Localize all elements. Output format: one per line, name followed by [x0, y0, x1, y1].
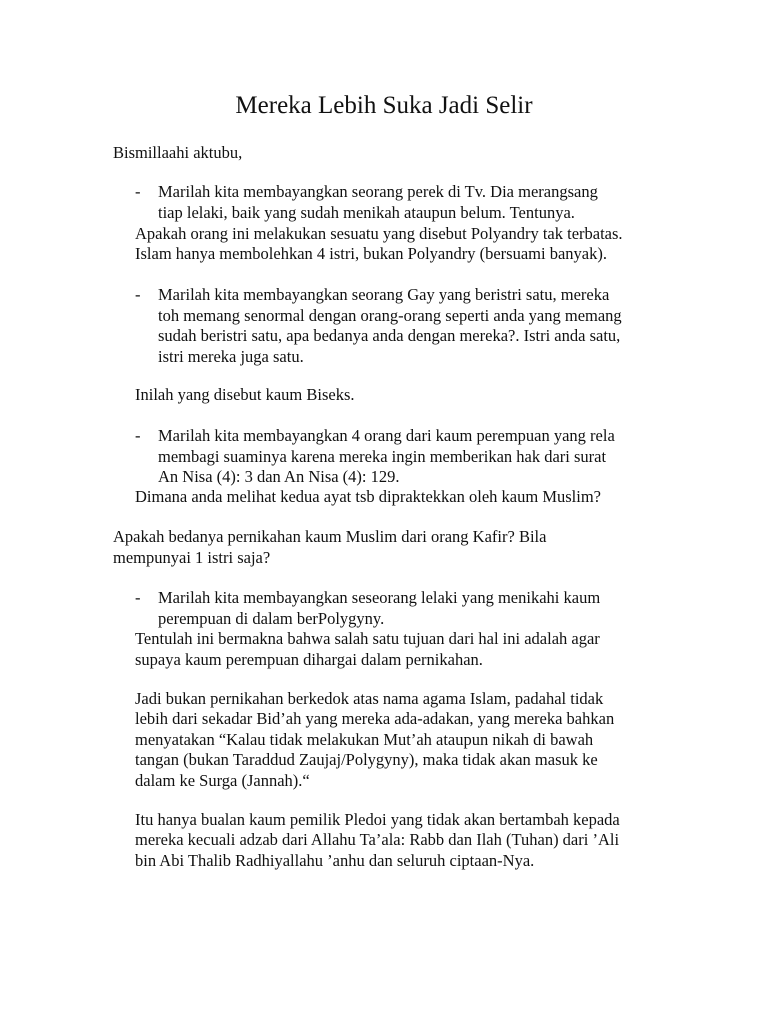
paragraph-bidah-line-2: lebih dari sekadar Bid’ah yang mereka ada-adakan, yang mereka bahkan — [135, 709, 615, 728]
document-title: Mereka Lebih Suka Jadi Selir — [235, 92, 533, 119]
bullet-4-after-1: Tentulah ini bermakna bahwa salah satu tujuan dari hal ini adalah agar — [135, 629, 600, 648]
bullet-3-line-3: An Nisa (4): 3 dan An Nisa (4): 129. — [158, 467, 400, 486]
bullet-2-line-4: istri mereka juga satu. — [158, 347, 304, 366]
paragraph-closing-line-1: Itu hanya bualan kaum pemilik Pledoi yang tidak akan bertambah kepada — [135, 810, 620, 829]
bullet-marker: - — [135, 588, 141, 607]
bullet-1-line-1: Marilah kita membayangkan seorang perek di Tv. Dia merangsang — [158, 182, 598, 201]
greeting: Bismillaahi aktubu, — [113, 143, 243, 162]
paragraph-bidah-line-1: Jadi bukan pernikahan berkedok atas nama agama Islam, padahal tidak — [135, 689, 604, 708]
bullet-1-after-1: Apakah orang ini melakukan sesuatu yang disebut Polyandry tak terbatas. — [135, 224, 623, 243]
paragraph-bidah-line-3: menyatakan “Kalau tidak melakukan Mut’ah ataupun nikah di bawah — [135, 730, 594, 749]
biseks-line: Inilah yang disebut kaum Biseks. — [135, 385, 355, 404]
bullet-2-line-1: Marilah kita membayangkan seorang Gay yang beristri satu, mereka — [158, 285, 610, 304]
bullet-1-line-2: tiap lelaki, baik yang sudah menikah ataupun belum. Tentunya. — [158, 203, 575, 222]
bullet-4-line-2: perempuan di dalam berPolygyny. — [158, 609, 385, 628]
bullet-3-line-2: membagi suaminya karena mereka ingin memberikan hak dari surat — [158, 447, 607, 466]
paragraph-closing-line-2: mereka kecuali adzab dari Allahu Ta’ala: Rabb dan Ilah (Tuhan) dari ’Ali — [135, 830, 620, 849]
bullet-1-after-2: Islam hanya membolehkan 4 istri, bukan Polyandry (bersuami banyak). — [135, 244, 607, 263]
paragraph-bidah-line-5: dalam ke Surga (Jannah).“ — [135, 771, 310, 790]
bullet-marker: - — [135, 285, 141, 304]
bullet-2-line-2: toh memang senormal dengan orang-orang seperti anda yang memang — [158, 306, 622, 325]
bullet-2-line-3: sudah beristri satu, apa bedanya anda dengan mereka?. Istri anda satu, — [158, 326, 621, 345]
paragraph-bidah-line-4: tangan (bukan Taraddud Zaujaj/Polygyny), maka tidak akan masuk ke — [135, 750, 598, 769]
paragraph-closing-line-3: bin Abi Thalib Radhiyallahu ’anhu dan seluruh ciptaan-Nya. — [135, 851, 535, 870]
bullet-marker: - — [135, 182, 141, 201]
bullet-3-line-1: Marilah kita membayangkan 4 orang dari kaum perempuan yang rela — [158, 426, 615, 445]
bullet-3-after-1: Dimana anda melihat kedua ayat tsb dipraktekkan oleh kaum Muslim? — [135, 487, 601, 506]
question-line-1: Apakah bedanya pernikahan kaum Muslim dari orang Kafir? Bila — [113, 527, 547, 546]
question-line-2: mempunyai 1 istri saja? — [113, 548, 271, 567]
bullet-marker: - — [135, 426, 141, 445]
bullet-4-after-2: supaya kaum perempuan dihargai dalam pernikahan. — [135, 650, 483, 669]
bullet-4-line-1: Marilah kita membayangkan seseorang lelaki yang menikahi kaum — [158, 588, 601, 607]
